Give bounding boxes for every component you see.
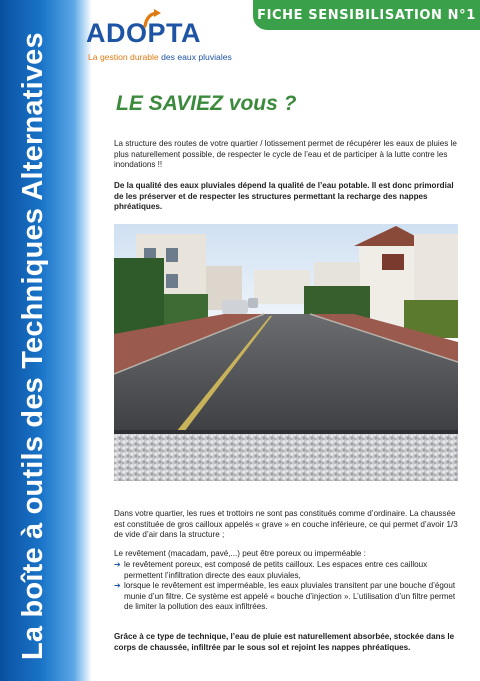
headline: LE SAVIEZ vous ? <box>116 92 297 115</box>
list-item: ➔ lorsque le revêtement est imperméable, les eaux pluviales transitent par une bouche d’égout munie d’un filtre. Ce système est appelé « bouche d’injection ». L’utilisation d’un filtre permet de limiter la pollution des eaux infiltrées. <box>114 581 456 612</box>
revetement-intro: Le revêtement (macadam, pavé,...) peut être poreux ou imperméable : <box>114 549 366 558</box>
sheet-tab <box>253 0 480 30</box>
list-item: ➔ le revêtement poreux, est composé de petits cailloux. Les espaces entre ces cailloux permettent l’infiltration directe des eaux pluviales, <box>114 560 428 580</box>
side-band <box>0 0 92 681</box>
quality-paragraph: De la qualité des eaux pluviales dépend la qualité de l’eau potable. Il est donc primordial de les préserver et de respecter les structures permettant la recharge des nappes phréatiques. <box>114 181 454 212</box>
logo-arrow-icon <box>141 8 163 30</box>
structure-paragraph: Dans votre quartier, les rues et trottoirs ne sont pas constitués comme d’ordinaire. La chaussée est constituée de gros cailloux appelés « grave » en couche inférieure, ce qui permet d’avoir 1/3 de vide d’air dans la structure ; <box>114 509 458 540</box>
intro-paragraph: La structure des routes de votre quartier / lotissement permet de récupérer les eaux de pluies le plus naturellement possible, de respecter le cycle de l’eau et de participer à la lutte contre les inondations !! <box>114 139 457 170</box>
adopta-logo <box>86 14 236 66</box>
logo-wordmark: ADOPTA <box>86 18 201 48</box>
sheet-tab-label: FICHE SENSIBILISATION N°1 <box>257 7 476 23</box>
side-band-title: La boîte à outils des Techniques Alternatives <box>17 32 49 660</box>
street-photo <box>114 224 458 481</box>
conclusion-paragraph: Grâce à ce type de technique, l’eau de pluie est naturellement absorbée, stockée dans le corps de chaussée, infiltrée par le sous sol et rejoint les nappes phréatiques. <box>114 632 455 652</box>
logo-tagline: La gestion durable des eaux pluviales <box>88 52 232 62</box>
arrow-bullet-icon: ➔ <box>114 560 121 569</box>
arrow-bullet-icon: ➔ <box>114 581 121 591</box>
revetement-list <box>114 560 459 613</box>
